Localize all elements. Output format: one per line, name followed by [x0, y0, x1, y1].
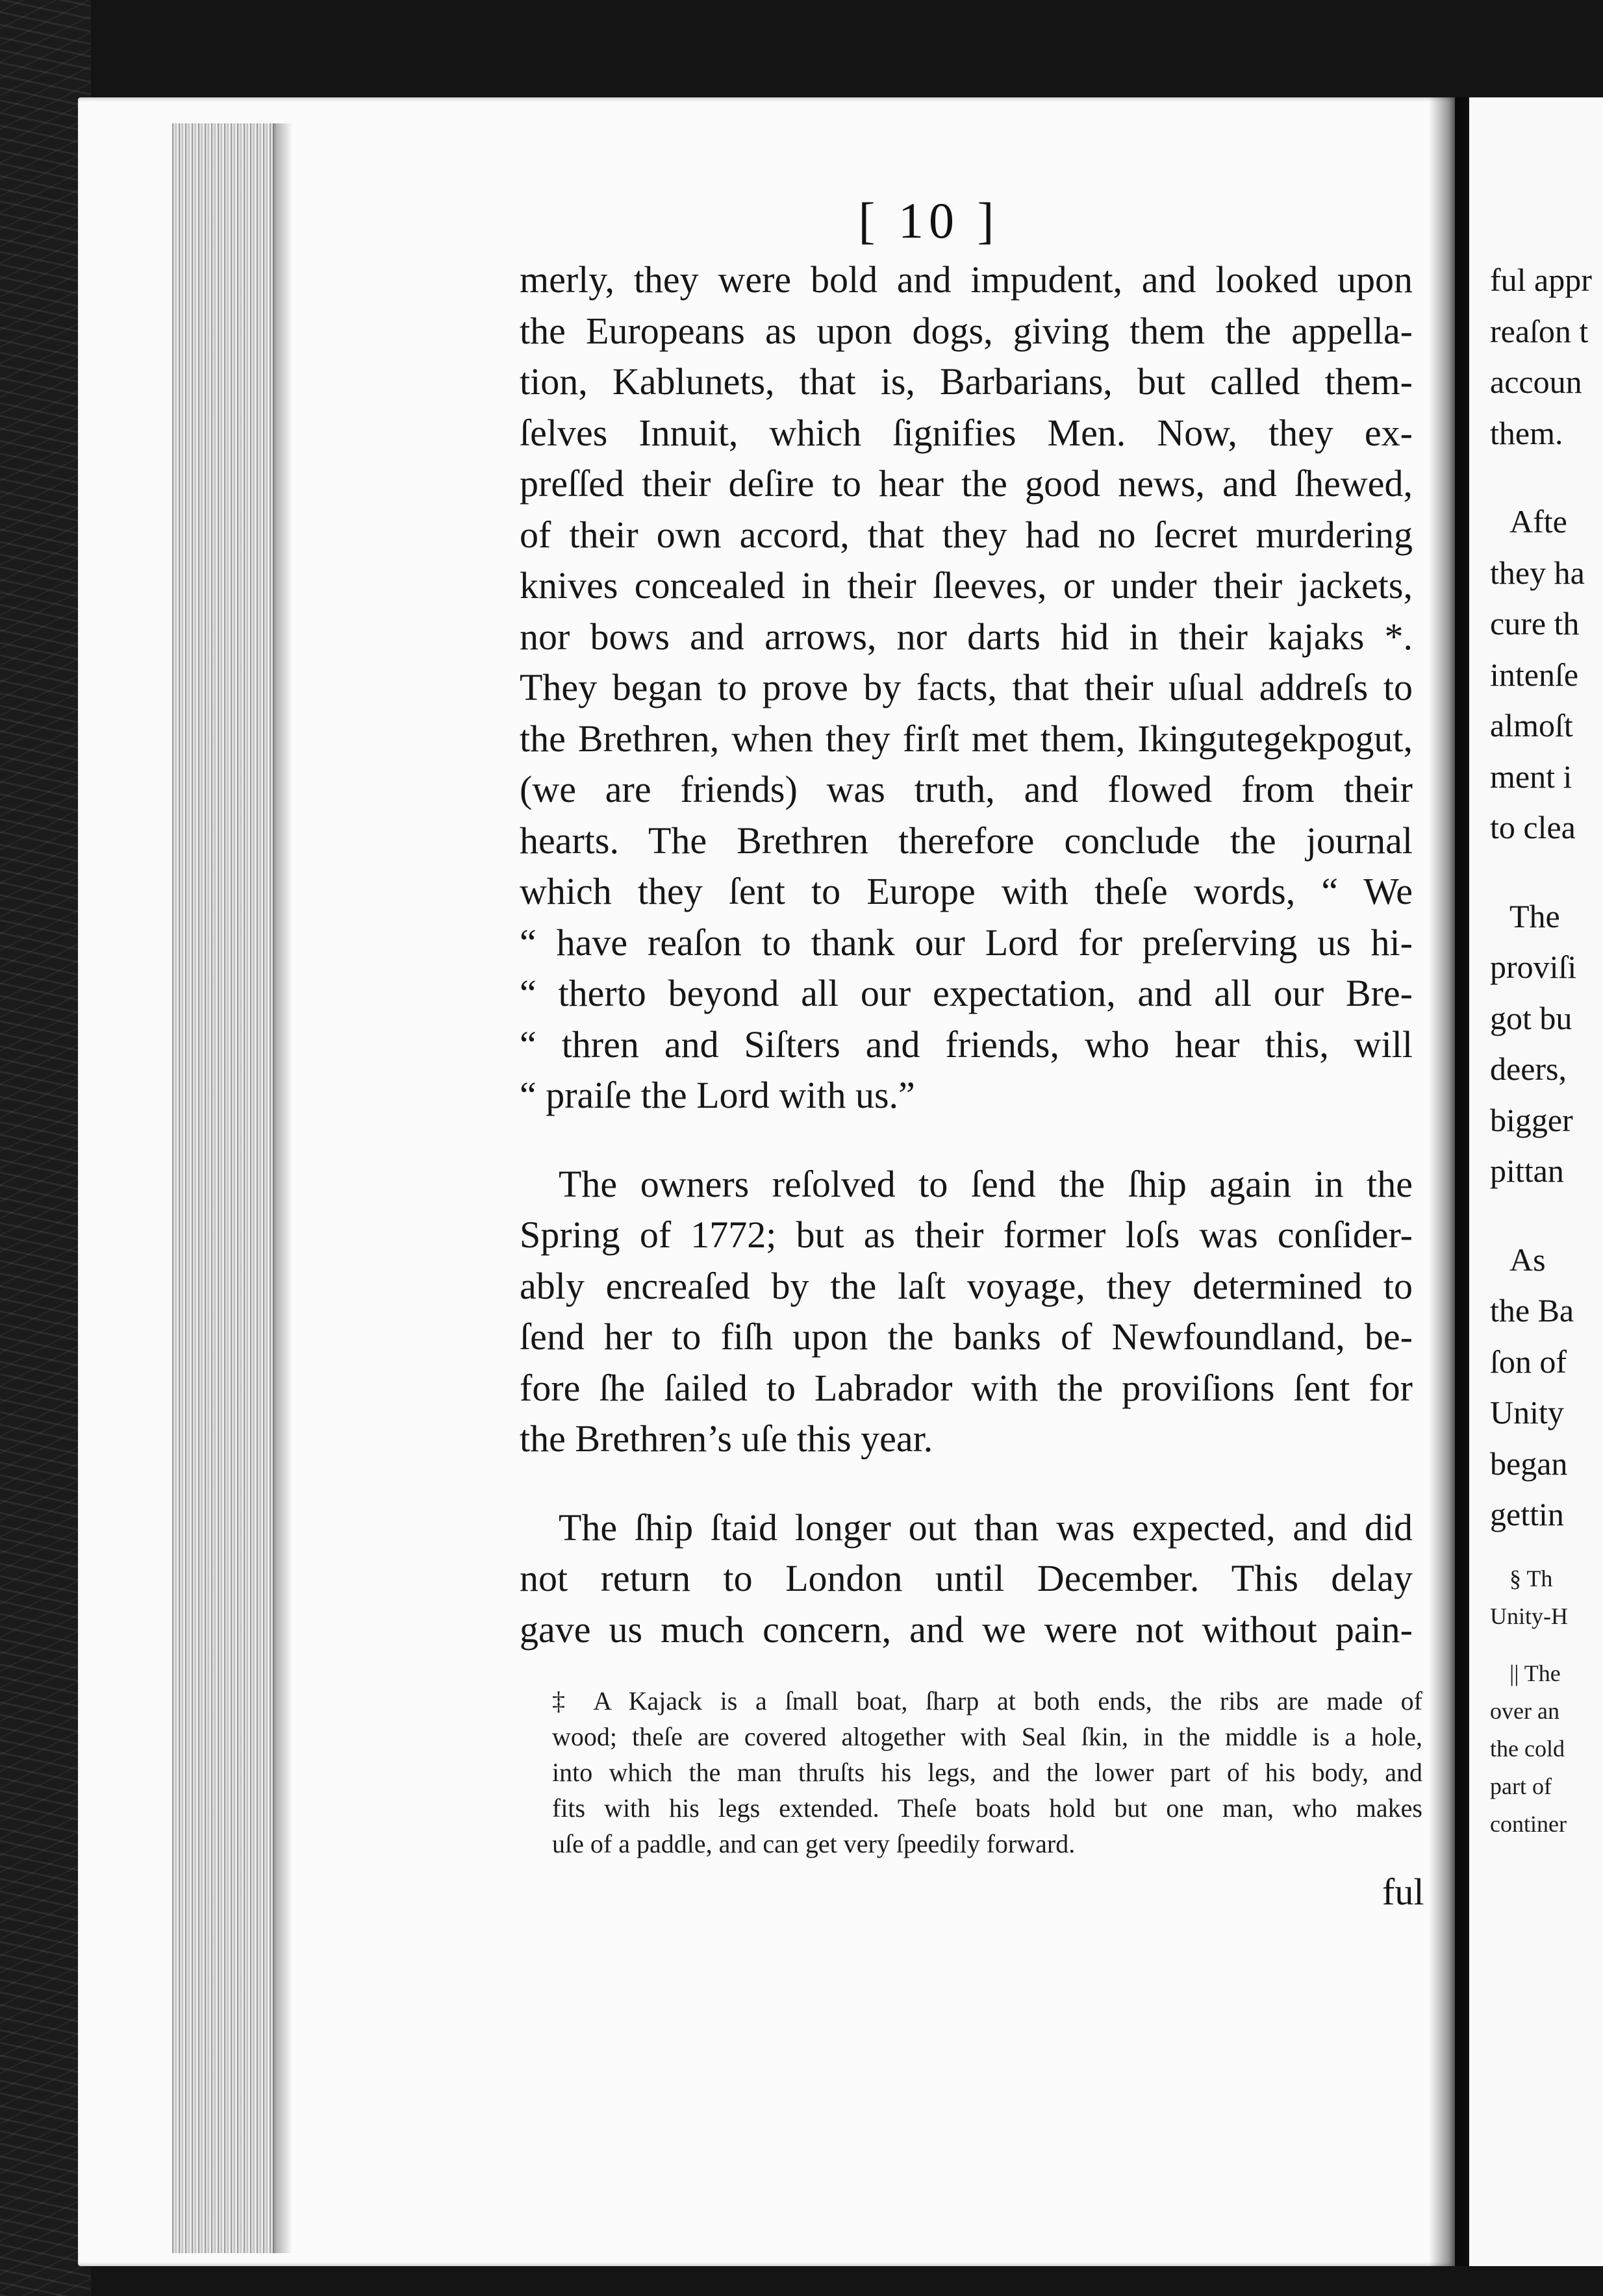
paragraph-gap — [520, 1465, 1413, 1503]
paragraph-gap — [1490, 1540, 1603, 1560]
text-line: pittan — [1490, 1153, 1564, 1189]
text-line: ſon of — [1490, 1343, 1567, 1380]
text-line: ful appr — [1490, 262, 1592, 298]
text-line: began — [1490, 1445, 1568, 1482]
footnote-line: § Th — [1509, 1565, 1553, 1591]
book-cover-edge — [0, 0, 91, 2296]
footnote-line: wood; theſe are covered altogether with Seal ſkin, in the middle is a hole, — [552, 1722, 1422, 1751]
text-line: the Brethren’s uſe this year. — [520, 1417, 933, 1460]
right-page — [1469, 97, 1603, 2266]
text-line: they ha — [1490, 554, 1585, 591]
page-fore-edge — [172, 123, 276, 2253]
page-number: [ 10 ] — [858, 192, 1000, 249]
text-line: of their own accord, that they had no ſecret murdering — [520, 513, 1413, 556]
text-line: ſelves Innuit, which ſignifies Men. Now, they ex- — [520, 411, 1413, 454]
main-text-block — [520, 255, 1413, 1655]
text-line: them. — [1490, 414, 1563, 451]
text-line: nor bows and arrows, nor darts hid in their kajaks *. — [520, 615, 1413, 658]
page-edge-shadow — [273, 123, 292, 2253]
text-line: intenſe — [1490, 656, 1579, 693]
text-line: “ therto beyond all our expectation, and all our Bre- — [520, 972, 1413, 1014]
text-line: gettin — [1490, 1496, 1564, 1532]
text-line: (we are friends) was truth, and flowed from their — [520, 768, 1413, 810]
text-line: Spring of 1772; but as their former loſs was conſider- — [520, 1214, 1413, 1256]
text-line: hearts. The Brethren therefore conclude the journal — [520, 819, 1413, 862]
text-line: “ thren and Siſters and friends, who hear this, will — [520, 1023, 1413, 1066]
text-line: The ſhip ſtaid longer out than was expected, and did — [559, 1506, 1413, 1549]
text-line: merly, they were bold and impudent, and looked upon — [520, 258, 1413, 301]
footnote-line: into which the man thruſts his legs, and the lower part of his body, and — [552, 1758, 1422, 1787]
book-gutter — [1429, 97, 1468, 2266]
footnote-line: continer — [1490, 1810, 1567, 1837]
footnote-line: fits with his legs extended. Theſe boats hold but one man, who makes — [552, 1793, 1422, 1823]
footnote-line: ‡ A Kajack is a ſmall boat, ſharp at both ends, the ribs are made of — [552, 1686, 1422, 1716]
text-line: which they ſent to Europe with theſe words, “ We — [520, 870, 1413, 912]
text-line: the Europeans as upon dogs, giving them the appella- — [520, 309, 1413, 352]
paragraph-gap — [1490, 853, 1603, 891]
text-line: gave us much concern, and we were not without pain- — [520, 1608, 1413, 1651]
text-line: not return to London until December. This delay — [520, 1557, 1413, 1599]
footnote-line: over an — [1490, 1697, 1559, 1724]
text-line: ably encreaſed by the laſt voyage, they determined to — [520, 1264, 1413, 1307]
text-line: the Brethren, when they firſt met them, Ikingutegekpogut, — [520, 717, 1413, 760]
text-line: tion, Kablunets, that is, Barbarians, but called them- — [520, 360, 1413, 403]
paragraph-gap — [1490, 458, 1603, 496]
footnote-line: || The — [1509, 1660, 1561, 1686]
footnote-block — [552, 1683, 1422, 1862]
text-line: Afte — [1509, 503, 1567, 540]
paragraph-gap — [1490, 1197, 1603, 1234]
footnote-line: the cold — [1490, 1735, 1565, 1762]
text-line: They began to prove by facts, that their uſual addreſs to — [520, 666, 1413, 708]
text-line: ſend her to fiſh upon the banks of Newfoundland, be- — [520, 1316, 1413, 1358]
paragraph-gap — [1490, 1635, 1603, 1654]
catchword: ful — [1382, 1871, 1424, 1913]
text-line: ment i — [1490, 758, 1572, 795]
text-line: bigger — [1490, 1101, 1573, 1138]
right-page-text — [1490, 255, 1603, 1843]
text-line: cure th — [1490, 605, 1580, 642]
text-line: almoſt — [1490, 707, 1573, 743]
text-line: preſſed their deſire to hear the good news, and ſhewed, — [520, 462, 1413, 505]
text-line: The owners reſolved to ſend the ſhip again in the — [559, 1162, 1413, 1205]
text-line: proviſi — [1490, 949, 1577, 985]
paragraph-gap — [520, 1121, 1413, 1159]
text-line: accoun — [1490, 364, 1582, 400]
footnote-line: uſe of a paddle, and can get very ſpeedily forward. — [552, 1829, 1076, 1858]
text-line: Unity — [1490, 1394, 1564, 1430]
text-line: the Ba — [1490, 1292, 1574, 1329]
text-line: “ praiſe the Lord with us.” — [520, 1074, 915, 1116]
text-line: got bu — [1490, 999, 1572, 1036]
footnote-line: part of — [1490, 1773, 1552, 1799]
footnote-line: Unity-H — [1490, 1603, 1568, 1629]
text-line: to clea — [1490, 809, 1576, 845]
text-line: reaſon t — [1490, 312, 1589, 349]
text-line: fore ſhe ſailed to Labrador with the proviſions ſent for — [520, 1366, 1413, 1409]
text-line: “ have reaſon to thank our Lord for preſerving us hi- — [520, 921, 1413, 964]
text-line: knives concealed in their ſleeves, or under their jackets, — [520, 564, 1413, 606]
text-line: The — [1509, 897, 1560, 934]
text-line: deers, — [1490, 1051, 1567, 1087]
text-line: As — [1509, 1241, 1546, 1278]
